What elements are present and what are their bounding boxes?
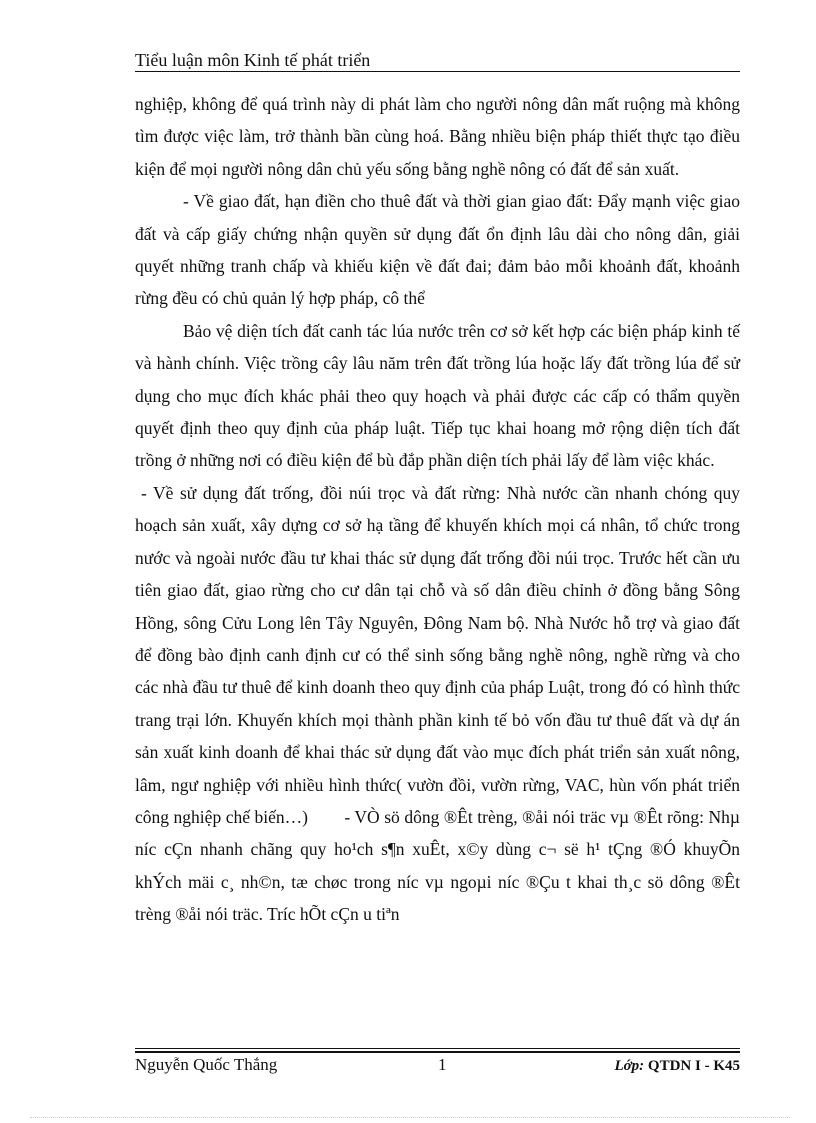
footer-class-label: Lớp: (614, 1058, 645, 1074)
page-footer (135, 1054, 740, 1076)
header-rule (135, 71, 740, 72)
page-bottom-border (30, 1117, 790, 1118)
paragraph-4-text: - Về sử dụng đất trống, đồi núi trọc và đất rừng: Nhà nước cần nhanh chóng quy hoạch sản xuất, xây dựng cơ sở hạ tầng để khuyến khích mọi cá nhân, tổ chức trong nước và ngoài nước đầu tư khai thác sử dụng đất trống đồi núi trọc. Trước hết cần ưu tiên giao đất, giao rừng cho cư dân tại chỗ và số dân điều chỉnh ở đồng bằng Sông Hồng, sông Cửu Long lên Tây Nguyên, Đông Nam bộ. Nhà Nước hỗ trợ và giao đất để đồng bào định canh định cư có thể sinh sống bằng nghề nông, nghề rừng và cho các nhà đầu tư thuê để kinh doanh theo quy định của pháp Luật, trong đó có hình thức trang trại lớn. Khuyến khích mọi thành phần kinh tế bỏ vốn đầu tư thuê đất và dự án sản xuất kinh doanh để khai thác sử dụng đất vào mục đích phát triển sản xuất nông, lâm, ngư nghiệp với nhiều hình thức( vườn đồi, vườn rừng, VAC, hùn vốn phát triển công nghiệp chế biến…) (135, 482, 740, 827)
paragraph-1: nghiệp, không để quá trình này di phát làm cho người nông dân mất ruộng mà không tìm được việc làm, trở thành bần cùng hoá. Bằng nhiều biện pháp thiết thực tạo điều kiện để mọi người nông dân chủ yếu sống bằng nghề nông có đất để sản xuất. (135, 94, 740, 179)
footer-class (614, 1055, 740, 1077)
body-text (135, 88, 745, 931)
garbled-encoding-text: - VÒ sö dông ®Êt trèng, ®åi nói träc vµ ®Êt rõng: Nhµ níc cÇn nhanh chãng quy ho¹ch s¶n xuÊt, x©y dùng c¬ së h¹ tÇng ®Ó khuyÕn khÝch mäi c¸ nh©n, tæ chøc trong níc vµ ngoµi níc ®Çu t khai th¸c sö dông ®Êt trèng ®åi nói träc. Tríc hÕt cÇn u tiªn (135, 806, 745, 925)
footer-rule-thick (135, 1051, 740, 1053)
footer-rule-thin (135, 1048, 740, 1049)
header-title: Tiểu luận môn Kinh tế phát triển (135, 50, 371, 70)
page-number: 1 (438, 1055, 447, 1074)
paragraph-4 (135, 477, 745, 931)
page-header (135, 48, 740, 74)
footer-class-value: QTDN I - K45 (647, 1058, 740, 1074)
paragraph-2: - Về giao đất, hạn điền cho thuê đất và thời gian giao đất: Đẩy mạnh việc giao đất và cấp giấy chứng nhận quyền sử dụng đất ổn định lâu dài cho nông dân, giải quyết những tranh chấp và khiếu kiện về đất đai; đảm bảo mỗi khoảnh đất, khoảnh rừng đều có chủ quản lý hợp pháp, cô thể (135, 191, 740, 309)
footer-author: Nguyễn Quốc Thắng (135, 1055, 278, 1074)
paragraph-3: Bảo vệ diện tích đất canh tác lúa nước trên cơ sở kết hợp các biện pháp kinh tế và hành chính. Việc trồng cây lâu năm trên đất trồng lúa hoặc lấy đất trồng lúa để sử dụng cho mục đích khác phải theo quy hoạch và phải được các cấp có thẩm quyền quyết định theo quy định của pháp luật. Tiếp tục khai hoang mở rộng diện tích đất trồng ở những nơi có điều kiện để bù đắp phần diện tích phải lấy để làm việc khác. (135, 320, 740, 471)
